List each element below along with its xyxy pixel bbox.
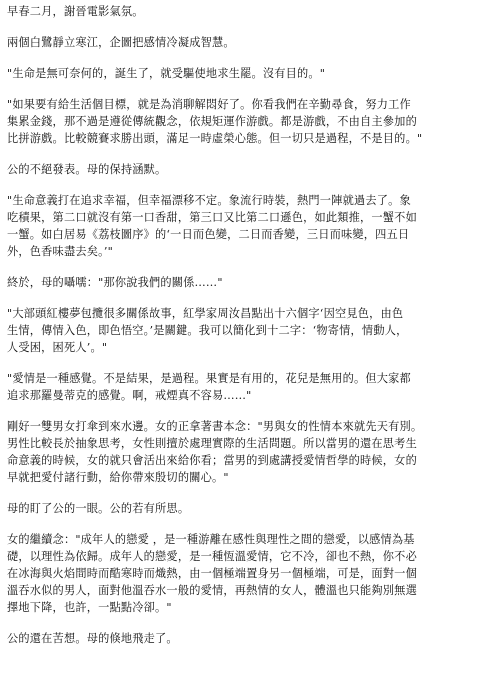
- text-line: 命意義的時候，女的就只會活出來給你看；當男的到處講授愛情哲學的時候，女的: [7, 454, 417, 467]
- text-line: 吃積果，第二口就沒有第一口香甜，第三口又比第二口遜色，如此類推，一蟹不如: [7, 211, 417, 224]
- text-line: 公的不絕發表。母的保持涵默。: [7, 163, 167, 176]
- paragraph: [7, 34, 492, 51]
- paragraph: [7, 274, 492, 291]
- paragraph: [7, 161, 492, 178]
- text-line: 母的盯了公的一眼。公的若有所思。: [7, 502, 190, 515]
- paragraph: [7, 531, 492, 616]
- text-line: 男性比較長於抽象思考，女性則擅於處理實際的生活問題。所以當男的還在思考生: [7, 437, 417, 450]
- text-line: 溫吞水似的男人，面對他溫吞水一般的愛情，再熱情的女人，體溫也只能夠別無選: [7, 584, 417, 597]
- text-line: 外，色香味盡去矣。’": [7, 245, 113, 258]
- paragraph: [7, 630, 492, 647]
- text-line: 礎，以理性為依歸。成年人的戀愛，是一種恆溫愛情，它不冷，卻也不熱，你不必: [7, 550, 417, 563]
- text-line: 公的還在苦想。母的倏地飛走了。: [7, 632, 178, 645]
- paragraph: [7, 370, 492, 404]
- text-line: "愛情是一種感覺。不是結果，是過程。果實是有用的，花兒是無用的。但大家都: [7, 372, 411, 385]
- text-line: 集累金錢，那不過是遵從傳統觀念，依規矩運作游戲。都是游戲，不由自主參加的: [7, 115, 417, 128]
- paragraph: [7, 65, 492, 82]
- text-line: "生命是無可奈何的，誕生了，就受驅使地求生罷。沒有目的。": [7, 67, 326, 80]
- text-line: 在冰海與火焰間時而酷寒時而熾熱，由一個極端置身另一個極端，可是，面對一個: [7, 567, 417, 580]
- paragraph: [7, 3, 492, 20]
- text-line: 生情，傳情入色，即色悟空。’是關鍵。我可以簡化到十二字：‘物寄情，情動人，: [7, 324, 408, 337]
- text-line: "生命意義打在追求幸福，但幸福漂移不定。象流行時裝，熱門一陣就過去了。象: [7, 194, 411, 207]
- text-line: 一蟹。如白居易《荔枝圖序》的‘一日而色變，二日而香變，三日而味變，四五日: [7, 228, 410, 241]
- text-line: "如果要有給生活個目標，就是為消聊解悶好了。你看我們在辛勤尋食，努力工作: [7, 98, 411, 111]
- paragraph: [7, 305, 492, 356]
- text-line: 兩個白鷺靜立寒江，企圖把感情冷凝成智慧。: [7, 36, 235, 49]
- text-line: 擇地下降，也許，一點點冷卻。": [7, 601, 172, 614]
- paragraph: [7, 192, 492, 260]
- text-line: 剛好一雙男女打傘到來水邊。女的正拿著書本念："男與女的性情本來就先天有別。: [7, 420, 423, 433]
- paragraph: [7, 418, 492, 486]
- text-line: 追求那羅曼蒂克的感覺。啊，戒煙真不容易……": [7, 389, 252, 402]
- paragraph: [7, 96, 492, 147]
- text-line: 人受困，困死人’。": [7, 341, 108, 354]
- text-line: 終於，母的囁嚅："那你說我們的關係……": [7, 276, 223, 289]
- text-line: 女的繼續念："成年人的戀愛 ，是一種游離在感性與理性之間的戀愛，以感情為基: [7, 533, 415, 546]
- text-line: "大部頭紅樓夢包攬很多關係故事，紅學家周汝昌點出十六個字‘因空見色，由色: [7, 307, 404, 320]
- text-line: 早就把愛付諸行動，給你帶來殷切的關心。": [7, 471, 229, 484]
- text-line: 比拼游戲。比較競賽求勝出頭，滿足一時虛榮心態。但一切只是過程，不是目的。": [7, 132, 423, 145]
- text-line: 早春二月，謝晉電影氣氛。: [7, 5, 144, 18]
- paragraph: [7, 500, 492, 517]
